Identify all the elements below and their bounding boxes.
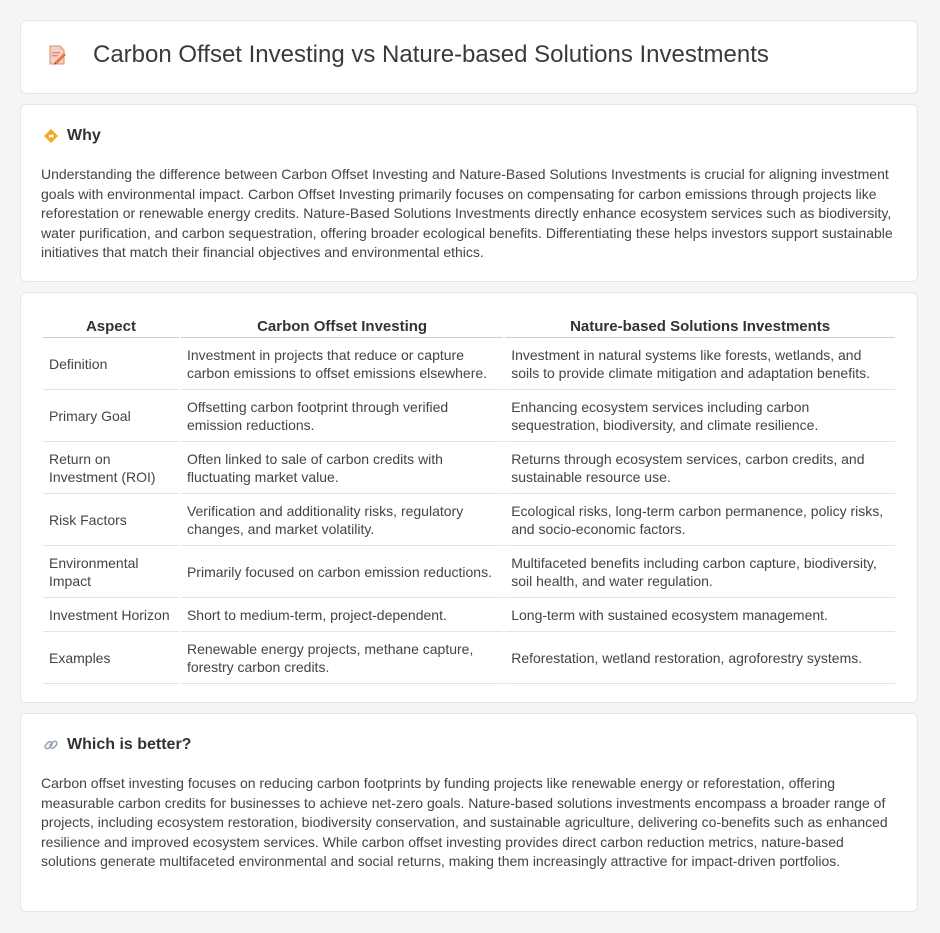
header-nature-based: Nature-based Solutions Investments: [505, 315, 895, 338]
nature-based-cell: Returns through ecosystem services, carbon credits, and sustainable resource use.: [505, 442, 895, 494]
title-card: [20, 20, 918, 94]
why-text: Understanding the difference between Carbon Offset Investing and Nature-Based Solutions Investments is crucial for aligning investment goals with environmental impact. Carbon Offset Investing primarily focuses on compensating for carbon emissions through projects like reforestation or renewable energy credits. Nature-Based Solutions Investments directly enhance ecosystem services such as biodiversity, water purification, and carbon sequestration, offering broader ecological benefits. Differentiating these helps investors support sustainable initiatives that match their financial objectives and environmental ethics.: [41, 166, 893, 260]
carbon-offset-cell: Verification and additionality risks, regulatory changes, and market volatility.: [181, 494, 503, 546]
carbon-offset-cell: Offsetting carbon footprint through verified emission reductions.: [181, 390, 503, 442]
table-header-row: [43, 315, 895, 338]
nature-based-cell: Reforestation, wetland restoration, agroforestry systems.: [505, 632, 895, 684]
aspect-cell: Return on Investment (ROI): [43, 442, 179, 494]
document-pencil-icon: [45, 43, 69, 67]
table-row: [43, 494, 895, 546]
carbon-offset-cell: Primarily focused on carbon emission reductions.: [181, 546, 503, 598]
nature-based-cell: Long-term with sustained ecosystem management.: [505, 598, 895, 632]
carbon-offset-cell: Renewable energy projects, methane capture, forestry carbon credits.: [181, 632, 503, 684]
which-is-better-section: [20, 713, 918, 912]
table-row: [43, 442, 895, 494]
nature-based-cell: Ecological risks, long-term carbon permanence, policy risks, and socio-economic factors.: [505, 494, 895, 546]
table-row: [43, 338, 895, 390]
aspect-cell: Environmental Impact: [43, 546, 179, 598]
why-section: [20, 104, 918, 282]
comparison-table: [41, 315, 897, 684]
nature-based-cell: Enhancing ecosystem services including carbon sequestration, biodiversity, and climate resilience.: [505, 390, 895, 442]
aspect-cell: Examples: [43, 632, 179, 684]
which-is-better-text: Carbon offset investing focuses on reducing carbon footprints by funding projects like renewable energy or reforestation, offering measurable carbon credits for businesses to achieve net-zero goals. Nature-based solutions investments encompass a broader range of projects, including ecosystem restoration, biodiversity conservation, and sustainable agriculture, delivering co-benefits such as enhanced resilience and improved ecosystem services. While carbon offset investing provides direct carbon reduction metrics, nature-based solutions generate multifaceted environmental and social returns, making them increasingly attractive for impact-driven portfolios.: [41, 775, 888, 869]
which-is-better-heading: Which is better?: [67, 736, 192, 753]
nature-based-cell: Multifaceted benefits including carbon capture, biodiversity, soil health, and water regulation.: [505, 546, 895, 598]
aspect-cell: Primary Goal: [43, 390, 179, 442]
table-row: [43, 598, 895, 632]
table-row: [43, 632, 895, 684]
aspect-cell: Investment Horizon: [43, 598, 179, 632]
why-heading: Why: [67, 127, 101, 144]
diamond-sign-icon: [43, 128, 59, 144]
header-aspect: Aspect: [43, 315, 179, 338]
table-row: [43, 546, 895, 598]
page-title: Carbon Offset Investing vs Nature-based Solutions Investments: [93, 41, 769, 68]
nature-based-cell: Investment in natural systems like forests, wetlands, and soils to provide climate mitigation and adaptation benefits.: [505, 338, 895, 390]
table-row: [43, 390, 895, 442]
comparison-table-card: [20, 292, 918, 703]
carbon-offset-cell: Investment in projects that reduce or capture carbon emissions to offset emissions elsewhere.: [181, 338, 503, 390]
link-icon: [43, 737, 59, 753]
header-carbon-offset: Carbon Offset Investing: [181, 315, 503, 338]
carbon-offset-cell: Often linked to sale of carbon credits with fluctuating market value.: [181, 442, 503, 494]
aspect-cell: Risk Factors: [43, 494, 179, 546]
carbon-offset-cell: Short to medium-term, project-dependent.: [181, 598, 503, 632]
aspect-cell: Definition: [43, 338, 179, 390]
